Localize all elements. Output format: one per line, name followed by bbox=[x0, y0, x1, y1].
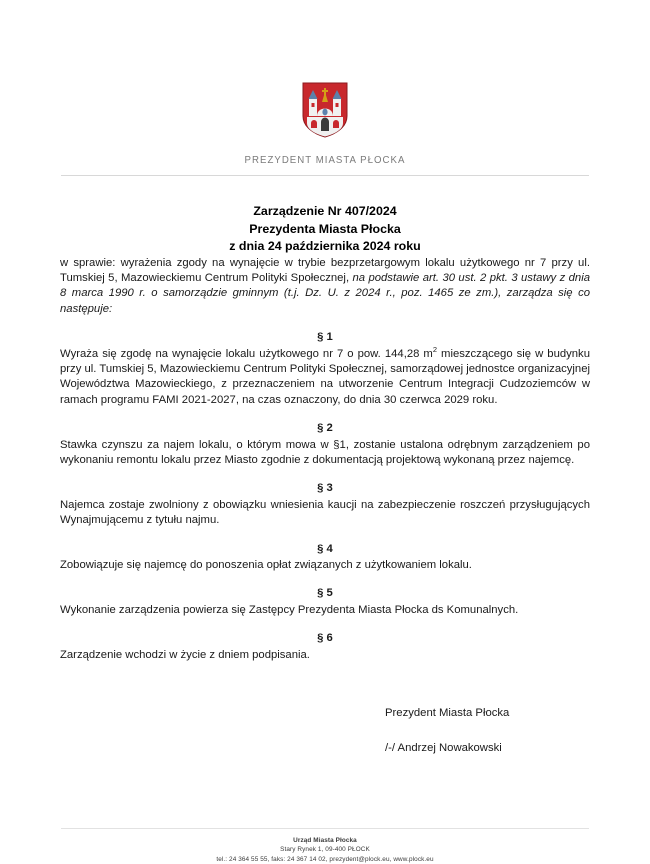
section-text-2: Stawka czynszu za najem lokalu, o którym mowa w §1, zostanie ustalona odrębnym zarządzeniem po wykonaniu remontu lokalu przez Miasto zgodnie z dokumentacją projektową wykonaną przez najemcę. bbox=[60, 438, 590, 466]
section-mark-2: § 2 bbox=[317, 422, 333, 435]
page-title bbox=[0, 203, 650, 256]
header-divider bbox=[61, 175, 589, 176]
signature-block bbox=[385, 706, 590, 756]
title-line-date: z dnia 24 października 2024 roku bbox=[229, 239, 421, 253]
section-text-3: Najemca zostaje zwolniony z obowiązku wniesienia kaucji na zabezpieczenie roszczeń przysługujących Wynajmującemu z tytułu najmu. bbox=[60, 498, 590, 527]
preamble-subject: w sprawie: wyrażenia zgody na wynajęcie w trybie bezprzetargowym lokalu użytkowego nr 7 przy ul. Tumskiej 5, Mazowieckiemu Centrum Polityki Społecznej, bbox=[60, 256, 590, 284]
section-text-5: Wykonanie zarządzenia powierza się Zastępcy Prezydenta Miasta Płocka ds Komunalnych. bbox=[60, 603, 519, 616]
footer-address: Stary Rynek 1, 09-400 PŁOCK bbox=[280, 846, 370, 854]
section-mark-4: § 4 bbox=[317, 542, 333, 555]
section-mark-6: § 6 bbox=[317, 632, 333, 645]
signature-name: /-/ Andrzej Nowakowski bbox=[385, 742, 502, 755]
title-line-authority: Prezydenta Miasta Płocka bbox=[249, 221, 401, 236]
section-text-1 bbox=[60, 344, 590, 409]
office-name: PREZYDENT MIASTA PŁOCKA bbox=[244, 154, 406, 166]
section-mark-3: § 3 bbox=[317, 482, 333, 495]
section-text-6: Zarządzenie wchodzi w życie z dniem podpisania. bbox=[60, 648, 310, 661]
footer-contact: tel.: 24 364 55 55, faks: 24 367 14 02, prezydent@plock.eu, www.plock.eu bbox=[216, 855, 434, 863]
signature-role: Prezydent Miasta Płocka bbox=[385, 707, 510, 720]
section-mark-5: § 5 bbox=[317, 587, 333, 600]
document-body bbox=[60, 256, 590, 757]
footer-divider bbox=[61, 828, 589, 829]
preamble-paragraph bbox=[60, 256, 590, 318]
section-text-4: Zobowiązuje się najemcę do ponoszenia opłat związanych z użytkowaniem lokalu. bbox=[60, 559, 472, 571]
plock-coat-of-arms-icon bbox=[302, 82, 348, 138]
footer-office-name: Urząd Miasta Płocka bbox=[293, 836, 357, 844]
document-footer bbox=[0, 828, 650, 864]
document-header bbox=[0, 0, 650, 176]
section-1-part-a: Wyraża się zgodę na wynajęcie lokalu użytkowego nr 7 o pow. 144,28 m bbox=[60, 347, 433, 360]
square-meters-superscript: 2 bbox=[432, 344, 438, 354]
section-mark-1: § 1 bbox=[317, 331, 333, 344]
section-1-part-b: mieszczącego się w budynku przy ul. Tumskiej 5, Mazowieckiemu Centrum Polityki Społecznej, samorządowej jednostce organizacyjnej Województwa Mazowieckiego, z przeznaczeniem na utworzenie Centrum Integracji Cudzoziemców w ramach programu FAMI 2021-2027, na czas oznaczony, do dnia 30 czerwca 2029 roku. bbox=[60, 347, 590, 406]
title-line-number: Zarządzenie Nr 407/2024 bbox=[253, 204, 397, 218]
preamble-legal-basis: na podstawie art. 30 ust. 2 pkt. 3 ustawy z dnia 8 marca 1990 r. o samorządzie gminnym (t.j. Dz. U. z 2024 r., poz. 1465 ze zm.), zarządza się co następuje: bbox=[60, 271, 590, 315]
